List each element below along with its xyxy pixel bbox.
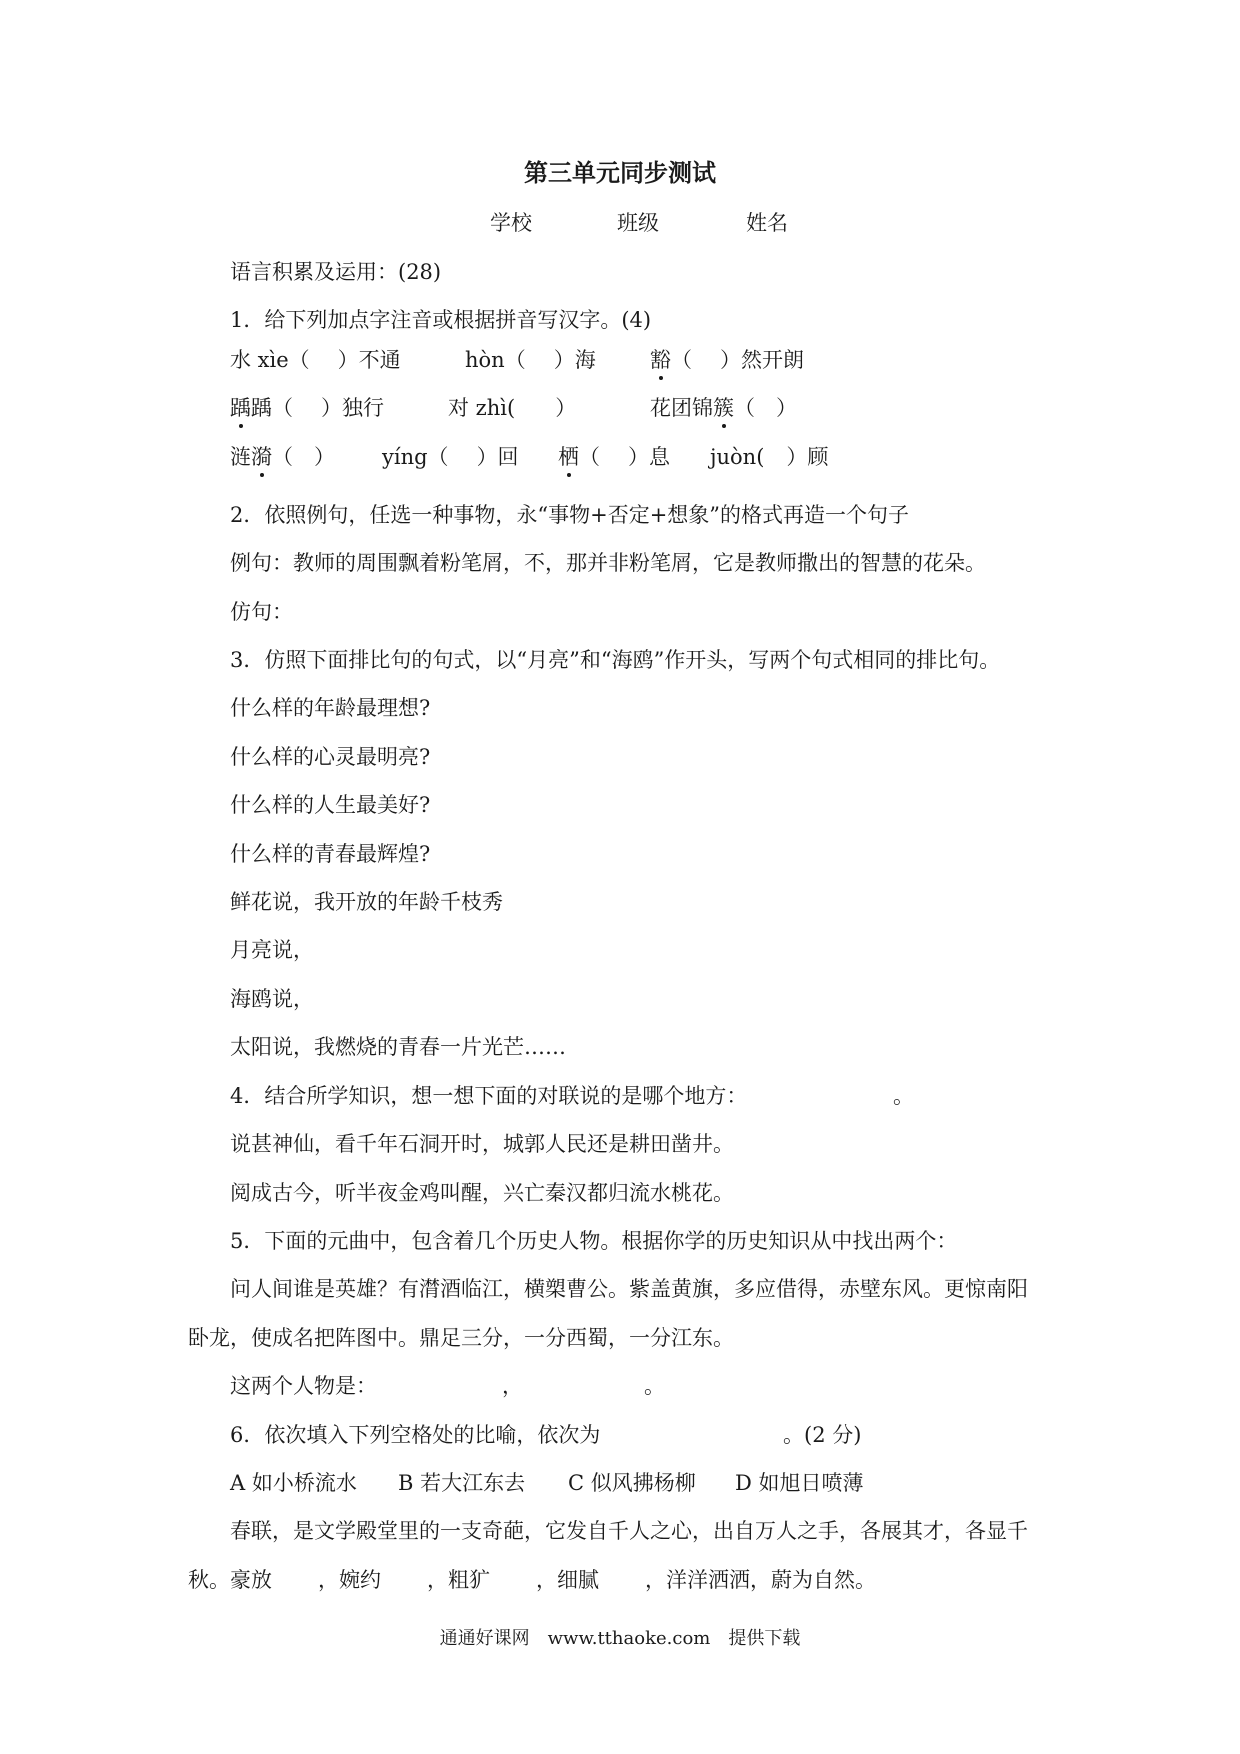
- q3-prompt: 3．仿照下面排比句的句式，以“月亮”和“海鸥”作开头，写两个句式相同的排比句。: [230, 648, 1001, 672]
- q2-example: 例句：教师的周围飘着粉笔屑，不，那并非粉笔屑，它是教师撒出的智慧的花朵。: [230, 551, 986, 575]
- class-label: 班级: [617, 211, 659, 235]
- q3-line: 月亮说，: [230, 938, 314, 962]
- q6-prompt: 6．依次填入下列空格处的比喻，依次为: [230, 1423, 601, 1447]
- q1-row3-item-b: yíng（ ）回: [382, 445, 519, 469]
- q6-text-line1: 春联，是文学殿堂里的一支奇葩，它发自千人之心，出自万人之手，各展其才，各显千: [230, 1519, 1028, 1543]
- q2-prompt: 2．依照例句，任选一种事物，永“事物+否定+想象”的格式再造一个句子: [230, 503, 910, 527]
- q6-option-a: A 如小桥流水: [230, 1471, 357, 1495]
- q6-option-d: D 如旭日喷薄: [735, 1471, 864, 1495]
- q1-row3-item-d: juòn( ）顾: [710, 445, 829, 469]
- name-label: 姓名: [746, 211, 788, 235]
- q1-row2-item-a: 踽踽（ ）独行: [230, 393, 384, 423]
- q1-row3-item-a: 涟漪（ ）: [230, 442, 335, 472]
- q5-prompt: 5．下面的元曲中，包含着几个历史人物。根据你学的历史知识从中找出两个：: [230, 1229, 958, 1253]
- q6-score: 。(2 分): [783, 1423, 862, 1447]
- section-heading: 语言积累及运用：(28): [230, 260, 442, 284]
- q3-line: 海鸥说，: [230, 987, 314, 1011]
- q1-prompt: 1．给下列加点字注音或根据拼音写汉字。(4): [230, 308, 652, 332]
- q1-row2-item-b: 对 zhì( ）: [448, 396, 577, 420]
- q4-couplet-line2: 阅成古今，听半夜金鸡叫醒，兴亡秦汉都归流水桃花。: [230, 1181, 734, 1205]
- q6-text-line2: 秋。豪放 ，婉约 ，粗犷 ，细腻 ，洋洋洒洒，蔚为自然。: [188, 1568, 876, 1592]
- q3-line: 太阳说，我燃烧的青春一片光芒……: [230, 1035, 566, 1059]
- q1-row3-item-c: 栖（ ）息: [558, 442, 670, 472]
- q3-line: 什么样的人生最美好?: [230, 793, 431, 817]
- school-label: 学校: [490, 211, 532, 235]
- q3-line: 什么样的青春最辉煌?: [230, 842, 431, 866]
- q3-line: 什么样的年龄最理想?: [230, 696, 431, 720]
- q5-comma: ，: [502, 1374, 523, 1398]
- q6-option-b: B 若大江东去: [398, 1471, 526, 1495]
- page-footer: 通通好课网 www.tthaoke.com 提供下载: [439, 1628, 801, 1649]
- q5-text-line2: 卧龙，使成名把阵图中。鼎足三分，一分西蜀，一分江东。: [188, 1326, 734, 1350]
- q3-line: 鲜花说，我开放的年龄千枝秀: [230, 890, 503, 914]
- q3-line: 什么样的心灵最明亮?: [230, 745, 431, 769]
- q5-text-line1: 问人间谁是英雄？有潸酒临江，横槊曹公。紫盖黄旗，多应借得，赤壁东风。更惊南阳: [230, 1277, 1028, 1301]
- q1-row1-item-a: 水 xìe（ ）不通: [230, 348, 401, 372]
- q4-couplet-line1: 说甚神仙，看千年石洞开时，城郭人民还是耕田凿井。: [230, 1132, 734, 1156]
- q6-option-c: C 似风拂杨柳: [568, 1471, 696, 1495]
- q1-row1-item-b: hòn（ ）海: [465, 348, 596, 372]
- page-title: 第三单元同步测试: [524, 159, 716, 187]
- q5-answer-label: 这两个人物是：: [230, 1374, 377, 1398]
- q4-period: 。: [893, 1084, 914, 1108]
- q2-answer-label: 仿句：: [230, 600, 293, 624]
- q1-row1-item-c: 豁（ ）然开朗: [650, 345, 804, 375]
- q1-row2-item-c: 花团锦簇（ ）: [650, 393, 797, 423]
- q5-period: 。: [644, 1374, 665, 1398]
- q4-prompt: 4．结合所学知识，想一想下面的对联说的是哪个地方：: [230, 1084, 748, 1108]
